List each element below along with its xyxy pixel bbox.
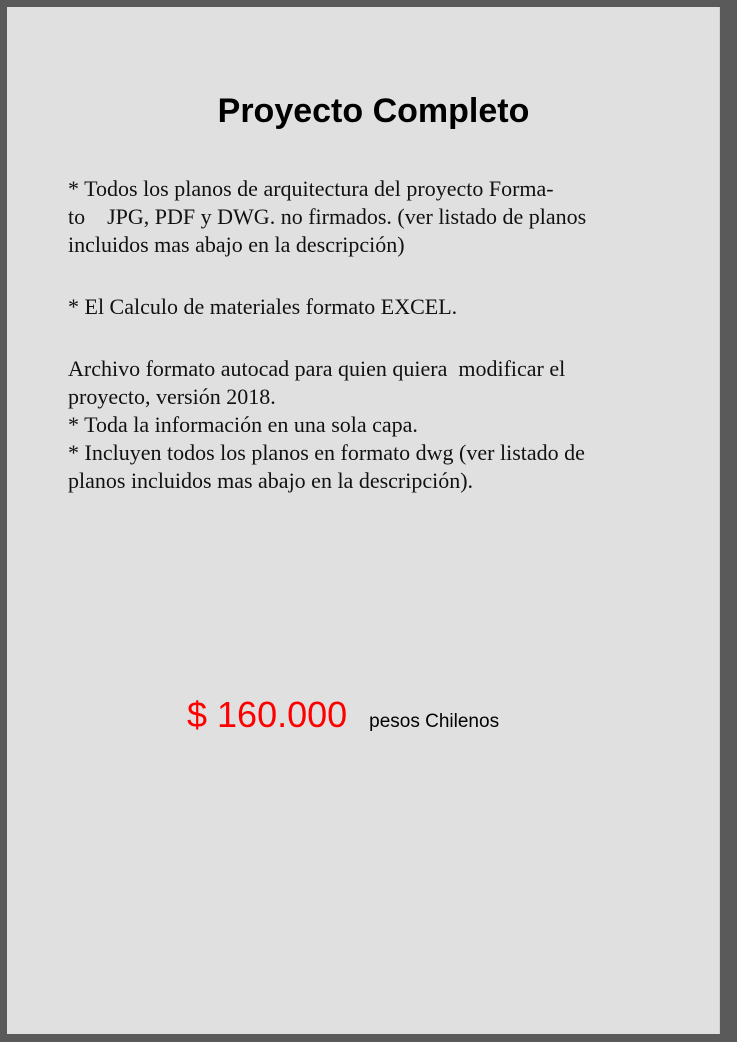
text-line: * Incluyen todos los planos en formato dwg (ver listado de	[68, 440, 585, 465]
text-line: * Todos los planos de arquitectura del proyecto Forma-	[68, 176, 554, 201]
text-line: Archivo formato autocad para quien quiera modificar el	[68, 356, 566, 381]
page-title: Proyecto Completo	[217, 92, 530, 130]
price-row	[187, 693, 499, 737]
text-line: planos incluidos mas abajo en la descripción).	[68, 468, 474, 493]
text-line: * El Calculo de materiales formato EXCEL.	[68, 294, 458, 319]
paragraph-gap	[68, 321, 668, 355]
text-line: * Toda la información en una sola capa.	[68, 412, 418, 437]
price-value: $ 160.000	[187, 694, 348, 735]
description-text	[68, 175, 668, 495]
text-line: incluidos mas abajo en la descripción)	[68, 232, 405, 257]
text-line: to JPG, PDF y DWG. no firmados. (ver listado de planos	[68, 204, 587, 229]
currency-label: pesos Chilenos	[369, 711, 500, 732]
document-page	[7, 7, 720, 1034]
text-line: proyecto, versión 2018.	[68, 384, 276, 409]
paragraph-gap	[68, 259, 668, 293]
